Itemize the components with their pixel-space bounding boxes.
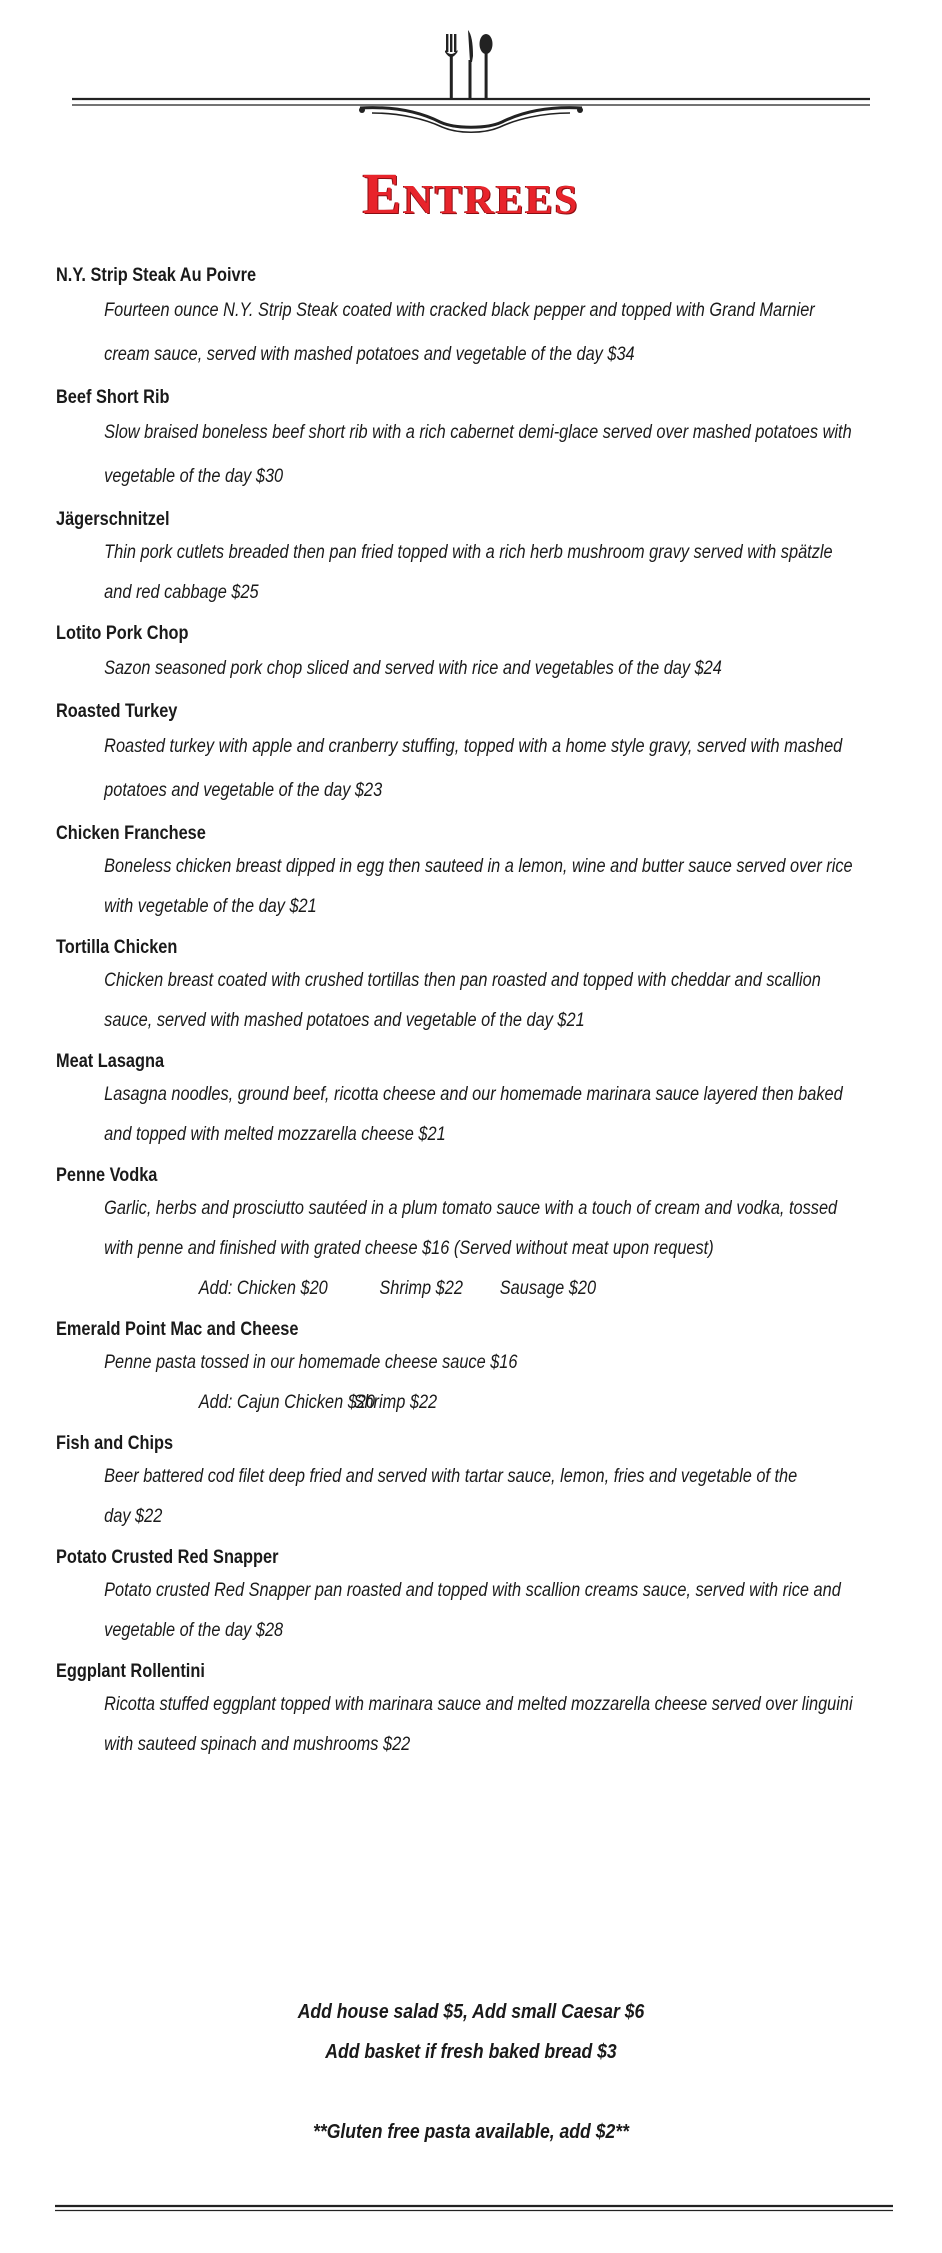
menu-item [56,621,906,691]
menu-item-name: Potato Crusted Red Snapper [56,1547,279,1568]
menu-item-description: Chicken breast coated with crushed tortillas then pan roasted and topped with cheddar and scallion sauce, served with mashed potatoes and vegetable of the day $21 [104,970,821,1031]
menu-item [56,1431,906,1537]
menu-item-description: Sazon seasoned pork chop sliced and served with rice and vegetables of the day $24 [104,658,722,679]
page-title: Entrees [362,161,580,226]
menu-item-description: Roasted turkey with apple and cranberry stuffing, topped with a home style gravy, served with mashed potatoes and vegetable of the day $23 [104,736,843,801]
menu-item-description: Thin pork cutlets breaded then pan fried topped with a rich herb mushroom gravy served with spätzle and red cabbage $25 [104,542,833,603]
menu-item-name: Roasted Turkey [56,701,178,722]
menu-item-name: Beef Short Rib [56,387,170,408]
menu-item-description: Slow braised boneless beef short rib with a rich cabernet demi-glace served over mashed potatoes with vegetable of the day $30 [104,422,852,487]
menu-item [56,263,906,377]
menu-item [56,1317,906,1423]
menu-item [56,935,906,1041]
menu-item-name: N.Y. Strip Steak Au Poivre [56,265,257,286]
menu-item-description: Lasagna noodles, ground beef, ricotta cheese and our homemade marinara sauce layered then baked and topped with melted mozzarella cheese $21 [104,1084,843,1145]
addon-option: Shrimp $22 [353,1392,438,1413]
menu-item-addons [56,1383,787,1423]
menu-item-name: Lotito Pork Chop [56,623,189,644]
fork-knife-icon [445,30,493,98]
menu-item [56,1163,906,1309]
menu-item-description: Fourteen ounce N.Y. Strip Steak coated with cracked black pepper and topped with Grand Marnier cream sauce, served with mashed potatoes and vegetable of the day $34 [104,300,815,365]
gluten-free-note: **Gluten free pasta available, add $2** [313,2121,629,2143]
menu-item [56,1049,906,1155]
menu-item-description: Boneless chicken breast dipped in egg then sauteed in a lemon, wine and butter sauce served over rice with vegetable of the day $21 [104,856,853,917]
menu-item-name: Chicken Franchese [56,823,206,844]
menu-item-description: Ricotta stuffed eggplant topped with marinara sauce and melted mozzarella cheese served over linguini with sauteed spinach and mushrooms $22 [104,1694,853,1755]
menu-item-addons [56,1269,787,1309]
menu-item [56,699,906,813]
menu-item-description: Beer battered cod filet deep fried and served with tartar sauce, lemon, fries and vegetable of the day $22 [104,1466,798,1527]
menu-item-name: Eggplant Rollentini [56,1661,205,1682]
menu-item-description: Penne pasta tossed in our homemade cheese sauce $16 [104,1352,518,1373]
menu-item [56,1545,906,1651]
menu-item [56,821,906,927]
addon-option: Shrimp $22 [379,1278,463,1299]
menu-item-description: Potato crusted Red Snapper pan roasted and topped with scallion creams sauce, served with rice and vegetable of the day $28 [104,1580,841,1641]
addon-option: Add: Chicken $20 [198,1278,328,1299]
menu-item-name: Emerald Point Mac and Cheese [56,1319,299,1340]
menu-notes [0,1992,942,2152]
side-add-note: Add house salad $5, Add small Caesar $6 [297,2001,645,2023]
menu-item [56,385,906,499]
header-ornament [0,0,942,150]
menu-item-description: Garlic, herbs and prosciutto sautéed in a plum tomato sauce with a touch of cream and vodka, tossed with penne and finished with grated cheese $16 (Served without meat upon request) [104,1198,838,1259]
bread-add-note: Add basket if fresh baked bread $3 [325,2041,617,2063]
addon-option: Add: Cajun Chicken $20 [198,1392,375,1413]
menu-item-name: Tortilla Chicken [56,937,178,958]
menu-item-name: Meat Lasagna [56,1051,165,1072]
menu-item-name: Fish and Chips [56,1433,174,1454]
entree-list [56,255,906,1765]
footer-rule [55,2204,893,2212]
menu-item [56,1659,906,1765]
menu-item [56,507,906,613]
addon-option: Sausage $20 [499,1278,597,1299]
menu-item-name: Penne Vodka [56,1165,158,1186]
menu-item-name: Jägerschnitzel [56,509,170,530]
